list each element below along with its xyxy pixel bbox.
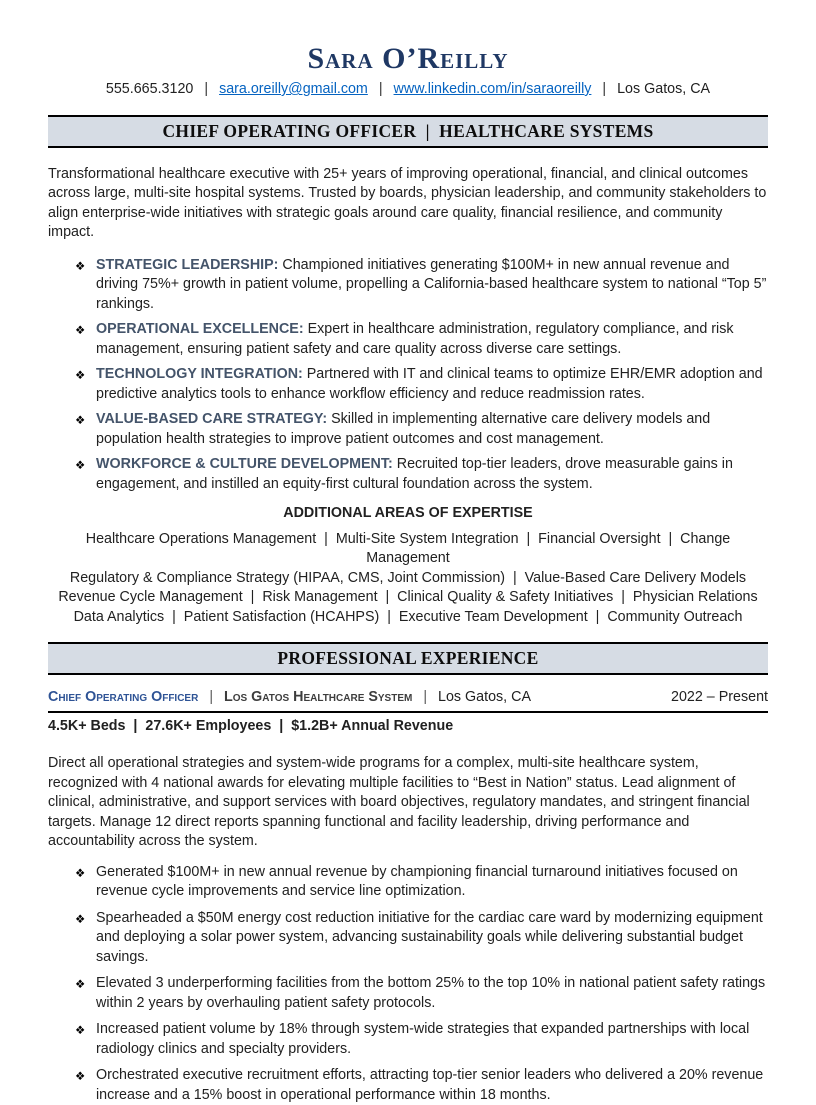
- contact-line: [48, 80, 768, 100]
- diamond-bullet-icon: ❖: [75, 455, 96, 494]
- summary-paragraph: Transformational healthcare executive with 25+ years of improving operational, financial, and clinical outcomes across large, multi-site hospital systems. Trusted by boards, physician leadership, and community stakeholders to align enterprise-wide initiatives with strategic goals around care quality, financial resilience, and community impact.: [48, 165, 768, 243]
- contact-separator: |: [602, 81, 606, 97]
- job-location: Los Gatos, CA: [438, 689, 531, 705]
- location-text: Los Gatos, CA: [617, 81, 710, 97]
- highlight-bullet: [75, 320, 768, 359]
- diamond-bullet-icon: ❖: [75, 320, 96, 359]
- experience-bullet: [75, 863, 768, 902]
- highlight-text: [96, 365, 768, 404]
- highlight-body: Championed initiatives generating $100M+ in new annual revenue and driving 75%+ growth in patient volume, propelling a California-based healthcare system to national “Top 5” rankings.: [96, 257, 766, 312]
- highlight-label: OPERATIONAL EXCELLENCE:: [96, 321, 304, 337]
- diamond-bullet-icon: ❖: [75, 1066, 96, 1105]
- highlight-label: TECHNOLOGY INTEGRATION:: [96, 366, 303, 382]
- job-title: Chief Operating Officer: [48, 689, 198, 705]
- highlight-bullet: [75, 365, 768, 404]
- experience-bullet-text: Spearheaded a $50M energy cost reduction initiative for the cardiac care ward by modernizing equipment and deploying a solar power system, advancing sustainability goals while delivering substantial budget savings.: [96, 909, 768, 968]
- linkedin-link[interactable]: www.linkedin.com/in/saraoreilly: [394, 81, 592, 97]
- expertise-line: Healthcare Operations Management | Multi-Site System Integration | Financial Oversight | Change Management: [48, 530, 768, 569]
- job-header: [48, 688, 768, 713]
- experience-bullet: [75, 1066, 768, 1105]
- experience-bullet-text: Orchestrated executive recruitment efforts, attracting top-tier senior leaders who delivered a 20% revenue increase and a 15% boost in operational performance within 18 months.: [96, 1066, 768, 1105]
- phone-number: 555.665.3120: [106, 81, 193, 97]
- experience-bullet-list: [48, 863, 768, 1105]
- job-separator: |: [209, 689, 213, 705]
- diamond-bullet-icon: ❖: [75, 1020, 96, 1059]
- email-link[interactable]: sara.oreilly@gmail.com: [219, 81, 368, 97]
- contact-separator: |: [379, 81, 383, 97]
- job-stats: 4.5K+ Beds | 27.6K+ Employees | $1.2B+ Annual Revenue: [48, 713, 768, 737]
- diamond-bullet-icon: ❖: [75, 256, 96, 315]
- experience-bullet-text: Elevated 3 underperforming facilities from the bottom 25% to the top 10% in national patient safety ratings within 2 years by overhauling patient safety protocols.: [96, 974, 768, 1013]
- highlight-bullet: [75, 256, 768, 315]
- highlight-bullet: [75, 410, 768, 449]
- job-dates: 2022 – Present: [671, 688, 768, 708]
- company-name: Los Gatos Healthcare System: [224, 689, 412, 705]
- diamond-bullet-icon: ❖: [75, 410, 96, 449]
- diamond-bullet-icon: ❖: [75, 863, 96, 902]
- job-header-left: [48, 688, 531, 708]
- experience-bullet: [75, 1020, 768, 1059]
- highlight-label: VALUE-BASED CARE STRATEGY:: [96, 411, 327, 427]
- contact-separator: |: [204, 81, 208, 97]
- title-banner: CHIEF OPERATING OFFICER | HEALTHCARE SYSTEMS: [48, 115, 768, 148]
- highlight-body: Recruited top-tier leaders, drove measurable gains in engagement, and instilled an equity-first cultural foundation across the system.: [96, 456, 733, 492]
- highlight-body: Skilled in implementing alternative care delivery models and population health strategies to improve patient outcomes and cost management.: [96, 411, 710, 447]
- highlight-bullet-list: [48, 256, 768, 495]
- highlight-text: [96, 410, 768, 449]
- expertise-line: Regulatory & Compliance Strategy (HIPAA, CMS, Joint Commission) | Value-Based Care Delivery Models: [48, 569, 768, 589]
- job-description: Direct all operational strategies and system-wide programs for a complex, multi-site healthcare system, recognized with 4 national awards for elevating multiple facilities to “Best in Nation” status. Lead alignment of clinical, administrative, and support services with board objectives, regulatory mandates, and stringent financial targets. Manage 12 direct reports spanning functional and facility leadership, driving performance and accountability across the system.: [48, 754, 768, 852]
- experience-bullet-text: Increased patient volume by 18% through system-wide strategies that expanded partnerships with local radiology clinics and specialty providers.: [96, 1020, 768, 1059]
- diamond-bullet-icon: ❖: [75, 974, 96, 1013]
- highlight-text: [96, 455, 768, 494]
- experience-bullet-text: Generated $100M+ in new annual revenue by championing financial turnaround initiatives focused on revenue cycle improvements and service line optimization.: [96, 863, 768, 902]
- experience-banner: PROFESSIONAL EXPERIENCE: [48, 642, 768, 675]
- candidate-name: Sara O’Reilly: [48, 42, 768, 76]
- diamond-bullet-icon: ❖: [75, 365, 96, 404]
- job-separator: |: [423, 689, 427, 705]
- highlight-text: [96, 256, 768, 315]
- highlight-body: Partnered with IT and clinical teams to optimize EHR/EMR adoption and predictive analytics tools to enhance workflow efficiency and reduce readmission rates.: [96, 366, 763, 402]
- expertise-list: [48, 530, 768, 628]
- diamond-bullet-icon: ❖: [75, 909, 96, 968]
- expertise-line: Revenue Cycle Management | Risk Management | Clinical Quality & Safety Initiatives | Physician Relations: [48, 588, 768, 608]
- highlight-text: [96, 320, 768, 359]
- experience-bullet: [75, 909, 768, 968]
- experience-bullet: [75, 974, 768, 1013]
- expertise-heading: ADDITIONAL AREAS OF EXPERTISE: [48, 504, 768, 524]
- highlight-bullet: [75, 455, 768, 494]
- highlight-body: Expert in healthcare administration, regulatory compliance, and risk management, ensuring patient safety and care quality across diverse care settings.: [96, 321, 734, 357]
- expertise-line: Data Analytics | Patient Satisfaction (HCAHPS) | Executive Team Development | Community Outreach: [48, 608, 768, 628]
- highlight-label: STRATEGIC LEADERSHIP:: [96, 257, 278, 273]
- highlight-label: WORKFORCE & CULTURE DEVELOPMENT:: [96, 456, 393, 472]
